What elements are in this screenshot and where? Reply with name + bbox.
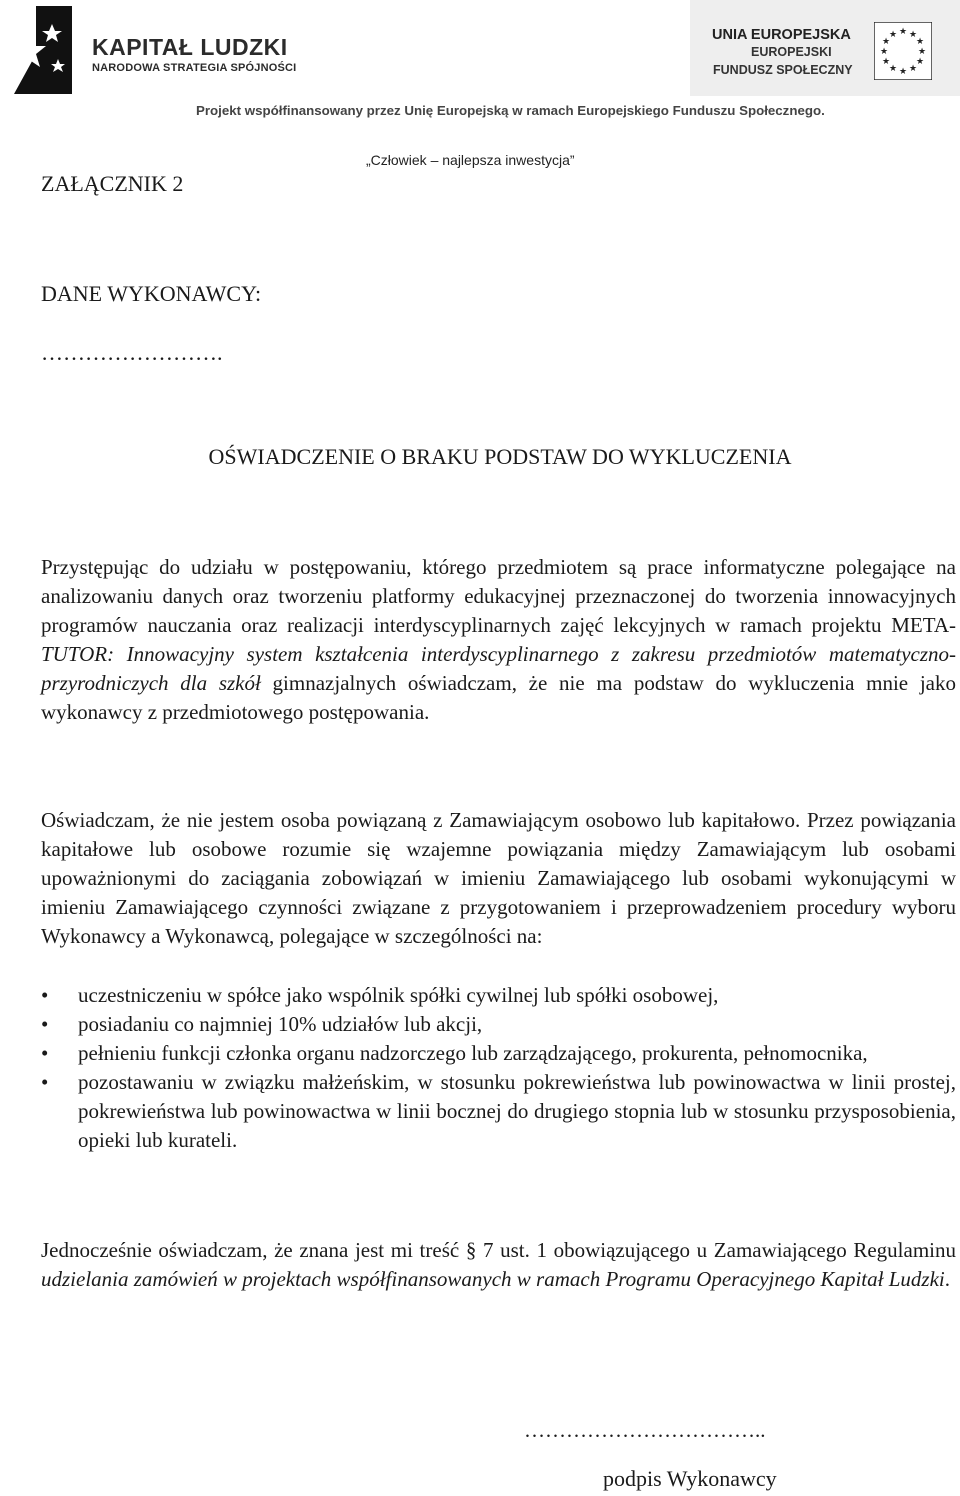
bullet-marker: • [41,1011,49,1036]
svg-text:★: ★ [879,47,889,57]
svg-text:★: ★ [888,30,898,40]
svg-text:★: ★ [915,57,925,67]
regulation-text-b: . [944,1266,950,1291]
svg-text:★: ★ [898,27,908,37]
eu-flag-icon [874,22,932,80]
paragraph-intro [41,553,956,727]
bullet-marker: • [41,983,49,1007]
signature-label: podpis Wykonawcy [603,1466,777,1491]
svg-text:★: ★ [908,30,918,40]
list-item-text: uczestniczeniu w spółce jako wspólnik spółki cywilnej lub spółki osobowej, [78,983,719,1007]
kapital-ludzki-logo-icon [6,4,88,96]
svg-text:★: ★ [888,64,898,74]
eu-logo-line2: EUROPEJSKI [751,45,832,59]
svg-text:★: ★ [881,37,891,47]
eu-logo-line1: UNIA EUROPEJSKA [712,27,851,43]
signature-line: …………………………….. [524,1418,766,1442]
contractor-placeholder: ……………………. [41,340,223,365]
document-title: OŚWIADCZENIE O BRAKU PODSTAW DO WYKLUCZENIA [208,444,792,469]
intro-text-a: Przystępując do udziału w postępowaniu, którego przedmiotem są prace informatyczne polegające na analizowaniu danych oraz tworzeniu platformy edukacyjnej przeznaczonej do tworzenia innowacyjnych programów nauczania oraz realizacji interdyscyplinarnych zajęć lekcyjnych w ramach projektu META- [41,555,956,637]
paragraph-declaration: Oświadczam, że nie jestem osoba powiązaną z Zamawiającym osobowo lub kapitałowo. Przez powiązania kapitałowe lub osobowe rozumie się wzajemne powiązania między Zamawiającym lub osobami upoważnionymi do zaciągania zobowiązań w imieniu Zamawiającego lub osobami wykonującymi w imieniu Zamawiającego czynności związane z przygotowaniem i przeprowadzeniem procedury wyboru Wykonawcy a Wykonawcą, polegające w szczególności na: [41,808,956,948]
svg-text:★: ★ [881,57,891,67]
list-item [41,1068,956,1155]
motto: „Człowiek – najlepsza inwestycja” [366,152,575,168]
intro-text-b: gimnazjalnych oświadczam, że nie ma podstaw do wykluczenia mnie jako wykonawcy z przedmiotowego postępowania. [41,670,956,724]
list-item-text: pozostawaniu w związku małżeńskim, w stosunku pokrewieństwa lub powinowactwa w linii prostej, pokrewieństwa lub powinowactwa w linii bocznej do drugiego stopnia lub w stosunku przysposobienia, opieki lub kurateli. [78,1069,956,1152]
svg-text:★: ★ [915,37,925,47]
svg-text:★: ★ [898,67,908,77]
eu-logo-line3: FUNDUSZ SPOŁECZNY [713,63,853,77]
list-item [41,981,956,1010]
attachment-label: ZAŁĄCZNIK 2 [41,171,184,196]
cofinancing-note: Projekt współfinansowany przez Unię Europejską w ramach Europejskiego Funduszu Społecznego. [196,103,825,118]
contractor-label: DANE WYKONAWCY: [41,281,262,306]
list-item [41,1010,956,1039]
regulation-text-a: Jednocześnie oświadczam, że znana jest mi treść § 7 ust. 1 obowiązującego u Zamawiającego Regulaminu [41,1238,956,1262]
paragraph-regulation [41,1236,956,1294]
regulation-text-italic: udzielania zamówień w projektach współfinansowanych w ramach Programu Operacyjnego Kapitał Ludzki [41,1266,945,1291]
bullet-marker: • [41,1069,49,1094]
list-item [41,1039,956,1068]
svg-text:★: ★ [917,47,927,57]
logo-subtitle: NARODOWA STRATEGIA SPÓJNOŚCI [92,62,297,74]
list-item-text: pełnieniu funkcji członka organu nadzorczego lub zarządzającego, prokurenta, pełnomocnika, [78,1040,868,1065]
bullet-marker: • [41,1040,49,1065]
logo-title: KAPITAŁ LUDZKI [92,34,288,60]
list-item-text: posiadaniu co najmniej 10% udziałów lub akcji, [78,1011,483,1036]
intro-text-italic: TUTOR: Innowacyjny system kształcenia interdyscyplinarnego z zakresu przedmiotów matematyczno-przyrodniczych dla szkół [41,641,956,695]
svg-text:★: ★ [908,64,918,74]
bullet-list [41,981,956,1155]
